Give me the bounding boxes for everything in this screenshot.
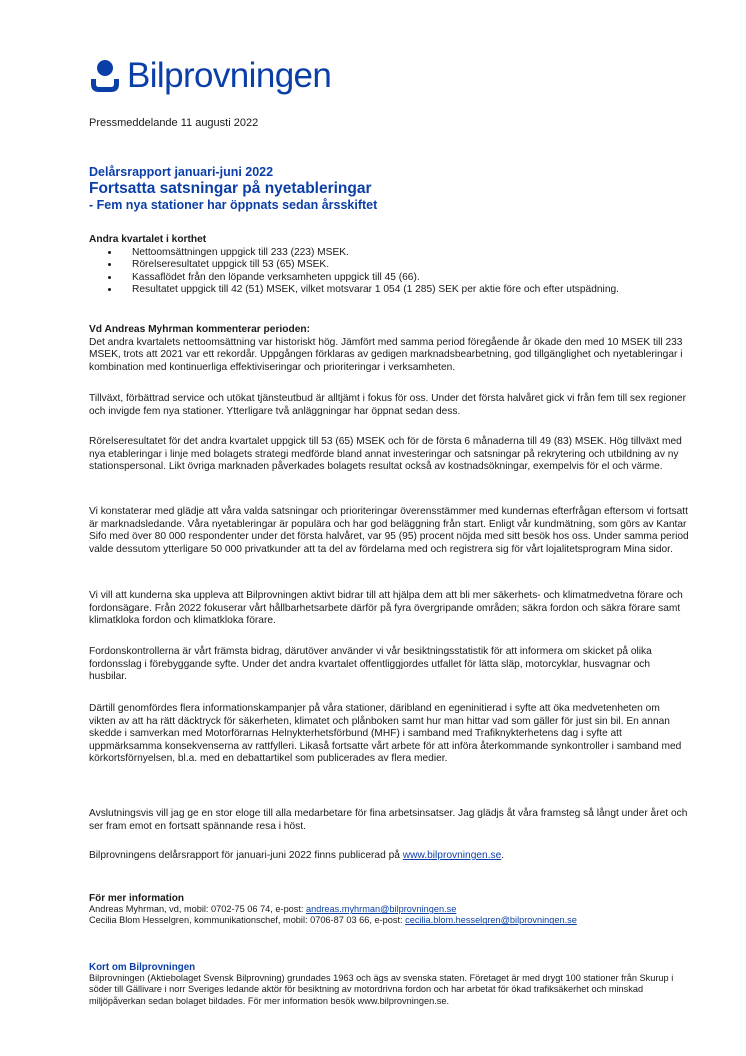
paragraph: Vi vill att kunderna ska uppleva att Bilprovningen aktivt bidrar till att hjälpa dem att bli mer säkerhets- och klimatmedvetna förare och fordonsägare. Från 2022 fokuserar vårt hållbarhetsarbete därför på fyra övergripande områden; säkra fordon och säkra förare samt klimatkloka fordon och klimatkloka förare. xyxy=(89,590,683,626)
email-link-hesselgren[interactable]: cecilia.blom.hesselgren@bilprovningen.se xyxy=(405,915,577,926)
list-item: • Nettoomsättningen uppgick till 233 (223) MSEK. xyxy=(120,247,689,260)
about-heading: Kort om Bilprovningen xyxy=(89,962,196,973)
headline: Fortsatta satsningar på nyetableringar xyxy=(89,180,372,197)
website-link[interactable]: www.bilprovningen.se xyxy=(402,850,502,861)
contact-person-2: Cecilia Blom Hesselgren, kommunikationschef, mobil: 0706-87 03 66, e-post: cecilia.blom.hesselgren@bilprovningen.se xyxy=(89,915,577,926)
summary-list xyxy=(89,247,689,297)
ceo-section xyxy=(89,324,689,374)
paragraph: Vi konstaterar med glädje att våra valda satsningar och prioriteringar överensstämmer med kundernas efterfrågan eftersom vi fortsatt är marknadsledande. Våra nyetableringar är populära och har god beläggning från start. Enligt vår kundmätning, som görs av Kantar Sifo med över 80 000 respondenter under det första halvåret, var 95 (95) procent nöjda med sitt besök hos oss. Under samma period valde dessutom ytterligare 50 000 privatkunder att ta del av fördelarna med och registrera sig för vårt lojalitetsprogram Mina sidor. xyxy=(89,506,689,555)
kicker: Delårsrapport januari-juni 2022 xyxy=(89,165,274,179)
paragraph: Rörelseresultatet för det andra kvartalet uppgick till 53 (65) MSEK och för de första 6 månaderna till 49 (83) MSEK. Hög tillväxt med nya etableringar i linje med bolagets strategi medförde bland annat investeringar och satsningar på rekrytering och utbildning av ny stationspersonal. Likt övriga marknaden påverkades bolagets resultat också av kostnadsökningar, exempelvis för el och värme. xyxy=(89,436,682,472)
paragraph: Därtill genomfördes flera informationskampanjer på våra stationer, däribland en egeninitierad i syfte att öka medvetenheten om vikten av att ha rätt däcktryck för säkerheten, klimatet och plånboken samt hur man hittar vad som gäller för just sin bil. En annan skedde i samverkan med Motorförarnas Helnykterhetsförbund (MHF) i samband med Trafiknykterhetens dag i syfte att uppmärksamma konsekvenserna av rattfylleri. Likaså fortsatte vårt arbete för att införa återkommande synkontroller i samband med körkortsförnyelsen, bl.a. med en debattartikel som publicerades av flera medier. xyxy=(89,703,682,764)
ceo-heading: Vd Andreas Myhrman kommenterar perioden: xyxy=(89,324,310,335)
contact-heading: För mer information xyxy=(89,893,185,904)
about-text: Bilprovningen (Aktiebolaget Svensk Bilprovning) grundades 1963 och ägs av svenska staten. Företaget är med drygt 100 stationer från Skurup i söder till Gällivare i norr Sveriges ledande aktör för besiktning av motordrivna fordon och har arbetat för ökad trafiksäkerhet och minskad miljöpåverkan sedan bolaget bildades. För mer information besök www.bilprovningen.se. xyxy=(89,973,674,1006)
contact-section xyxy=(89,893,689,927)
contact-person-1: Andreas Myhrman, vd, mobil: 0702-75 06 74, e-post: andreas.myhrman@bilprovningen.se xyxy=(89,904,457,915)
report-line xyxy=(89,850,689,863)
logo-wordmark: Bilprovningen xyxy=(127,56,332,95)
email-link-myhrman[interactable]: andreas.myhrman@bilprovningen.se xyxy=(306,904,457,915)
paragraph: Det andra kvartalets nettoomsättning var historiskt hög. Jämfört med samma period föregående år ökade den med 10 MSEK till 233 MSEK, trots att 2021 var ett rekordår. Uppgången förklaras av gedigen marknadsbearbetning, god tillgänglighet och nyetableringar i kombination med kontinuerliga effektiviseringar och prioriteringar i verksamheten. xyxy=(89,336,683,373)
list-item: • Rörelseresultatet uppgick till 53 (65) MSEK. xyxy=(120,259,689,272)
summary-heading: Andra kvartalet i korthet xyxy=(89,234,207,245)
report-end: . xyxy=(501,850,505,861)
list-item: • Kassaflödet från den löpande verksamheten uppgick till 45 (66). xyxy=(120,272,689,285)
subheadline: - Fem nya stationer har öppnats sedan årsskiftet xyxy=(89,198,378,212)
paragraph: Avslutningsvis vill jag ge en stor eloge till alla medarbetare för fina arbetsinsatser. Jag glädjs åt våra framsteg så långt under året och ser fram emot en fortsatt spännande resa i höst. xyxy=(89,808,688,832)
title-block xyxy=(89,164,377,213)
report-text: Bilprovningens delårsrapport för januari-juni 2022 finns publicerad på xyxy=(89,850,403,861)
paragraph: Tillväxt, förbättrad service och utökat tjänsteutbud är alltjämt i fokus för oss. Under det första halvåret gick vi från fem till sex regioner och invigde fem nya stationer. Ytterligare två anläggningar har öppnat sedan dess. xyxy=(89,393,686,417)
dateline: Pressmeddelande 11 augusti 2022 xyxy=(89,117,259,129)
paragraph: Fordonskontrollerna är vårt främsta bidrag, därutöver använder vi vår besiktningsstatistik för att informera om skicket på olika fordonsslag i förebyggande syfte. Under det andra kvartalet offentliggjordes utfallet för lätta släp, motorcyklar, husvagnar och husbilar. xyxy=(89,646,652,682)
about-section xyxy=(89,962,689,1007)
company-logo xyxy=(89,58,331,93)
bilprovningen-logo-icon xyxy=(89,59,121,93)
summary-section xyxy=(89,234,689,297)
list-item: • Resultatet uppgick till 42 (51) MSEK, vilket motsvarar 1 054 (1 285) SEK per aktie före och efter utspädning. xyxy=(120,284,689,297)
